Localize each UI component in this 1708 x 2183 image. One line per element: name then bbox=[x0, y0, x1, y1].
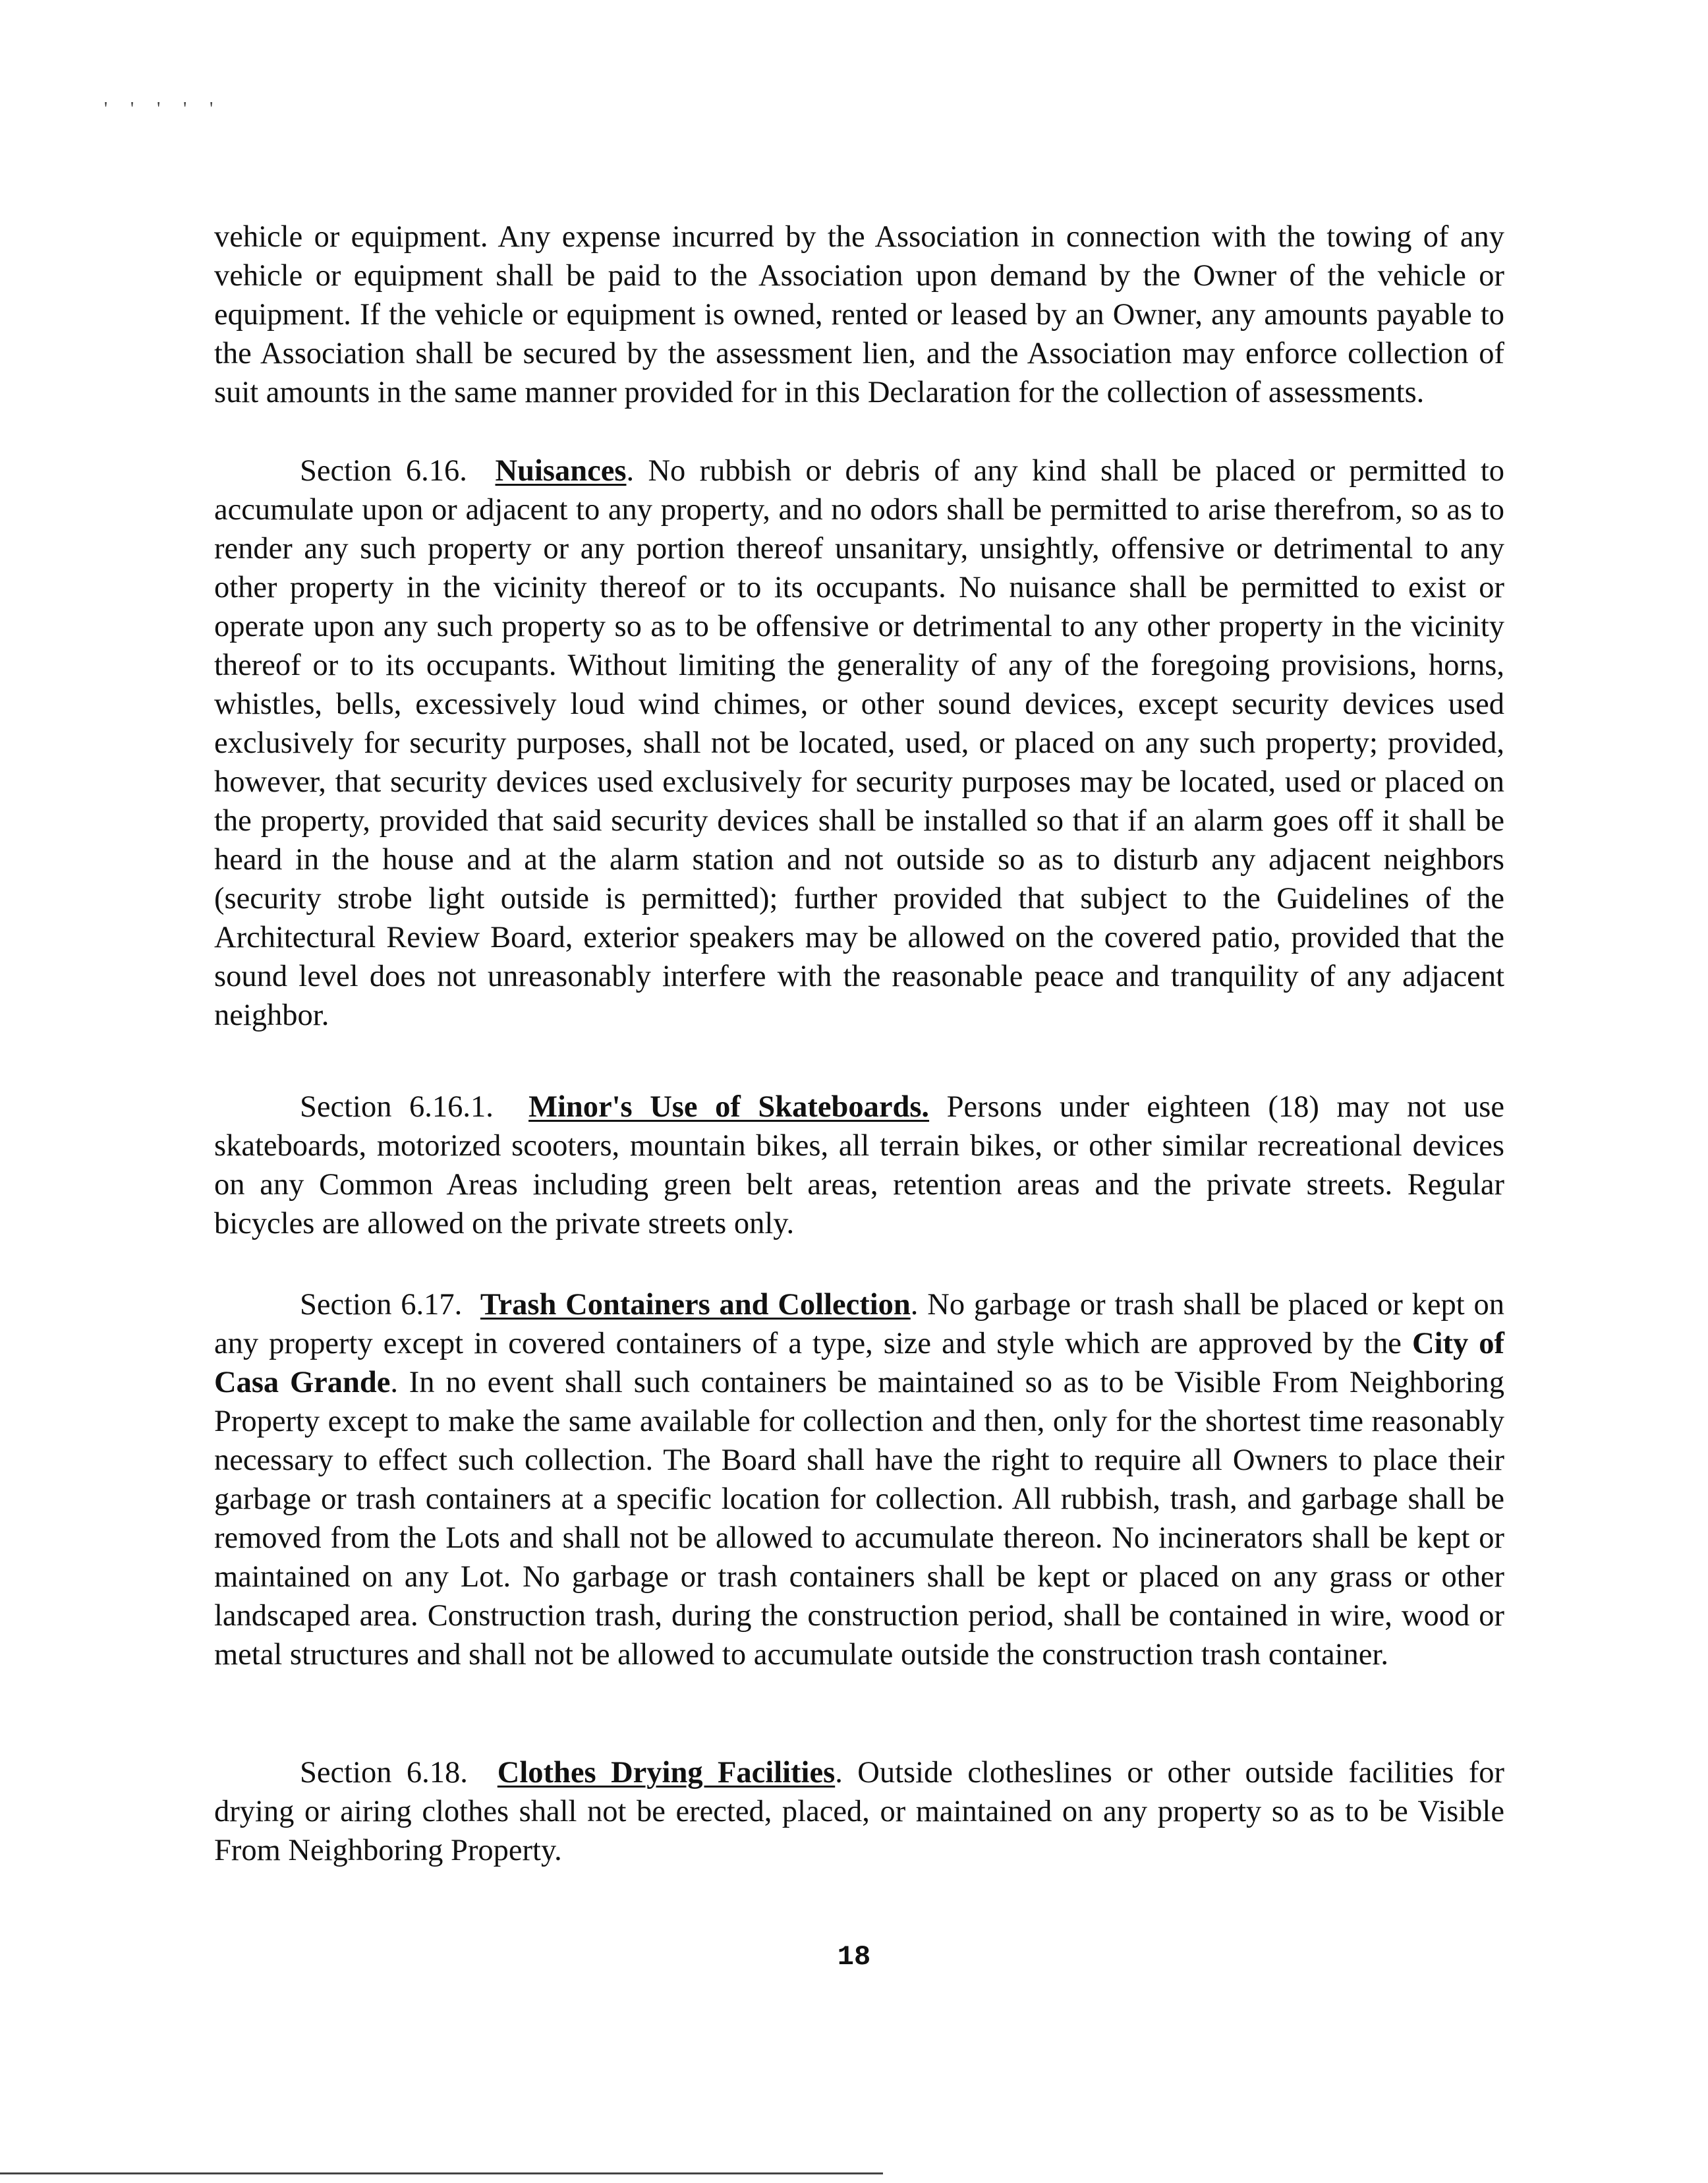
city-name: City of Casa Grande bbox=[214, 1327, 1504, 1399]
section-title: Nuisances bbox=[495, 454, 627, 488]
section-title-suffix: . bbox=[626, 454, 635, 488]
page-number: 18 bbox=[837, 1941, 871, 1973]
section-body: No rubbish or debris of any kind shall be placed or permitted to accumulate upon or adjacent to any property, and no odors shall be permitted to arise therefrom, so as to render any such property or any portion thereof unsanitary, unsightly, offensive or detrimental to any other property in the vicinity thereof or to its occupants. No nuisance shall be permitted to exist or operate upon any such property so as to be offensive or detrimental to any other property in the vicinity thereof or to its occupants. Without limiting the generality of any of the foregoing provisions, horns, whistles, bells, excessively loud wind chimes, or other sound devices, except security devices used exclusively for security purposes, shall not be located, used, or placed on any such property; provided, however, that security devices used exclusively for security purposes may be located, used or placed on the property, provided that said security devices shall be installed so that if an alarm goes off it shall be heard in the house and at the alarm station and not outside so as to disturb any adjacent neighbors (security strobe light outside is permitted); further provided that subject to the Guidelines of the Architectural Review Board, exterior speakers may be allowed on the covered patio, provided that the sound level does not unreasonably interfere with the reasonable peace and tranquility of any adjacent neighbor. bbox=[214, 454, 1505, 1032]
section-number: Section 6.16.1. bbox=[300, 1090, 494, 1124]
section-6-16-paragraph bbox=[214, 451, 1504, 1035]
section-body: . In no event shall such containers be maintained so as to be Visible From Neighboring Property except to make the same available for collection and then, only for the shortest time reasonably necessary to effect such collection. The Board shall have the right to require all Owners to place their garbage or trash containers at a specific location for collection. All rubbish, trash, and garbage shall be removed from the Lots and shall not be allowed to accumulate thereon. No incinerators shall be kept or maintained on any Lot. No garbage or trash containers shall be kept or placed on any grass or other landscaped area. Construction trash, during the construction period, shall be contained in wire, wood or metal structures and shall not be allowed to accumulate outside the construction trash container. bbox=[214, 1366, 1504, 1672]
section-body-intro: No garbage or trash shall be placed or kept on any property except in covered containers of a type, size and style which are approved by the bbox=[214, 1288, 1504, 1360]
section-number: Section 6.16. bbox=[300, 454, 467, 488]
section-6-17-paragraph bbox=[214, 1285, 1504, 1674]
section-title: Trash Containers and Collection bbox=[480, 1288, 911, 1322]
bottom-rule bbox=[0, 2172, 883, 2174]
section-title: Clothes Drying Facilities bbox=[497, 1756, 836, 1790]
section-title: Minor's Use of Skateboards. bbox=[528, 1090, 930, 1124]
section-6-16-1-paragraph bbox=[214, 1088, 1504, 1243]
section-title-suffix: . bbox=[910, 1288, 919, 1322]
section-6-18-paragraph bbox=[214, 1753, 1504, 1870]
section-number: Section 6.17. bbox=[300, 1288, 463, 1322]
section-body: Persons under eighteen (18) may not use skateboards, motorized scooters, mountain bikes, all terrain bikes, or other similar recreational devices on any Common Areas including green belt areas, retention areas and the private streets. Regular bicycles are allowed on the private streets only. bbox=[214, 1090, 1504, 1240]
section-number: Section 6.18. bbox=[300, 1756, 468, 1790]
scan-marks: ' ' ' ' ' bbox=[104, 99, 223, 119]
intro-paragraph: vehicle or equipment. Any expense incurred by the Association in connection with the towing of any vehicle or equipment shall be paid to the Association upon demand by the Owner of the vehicle or equipment. If the vehicle or equipment is owned, rented or leased by an Owner, any amounts payable to the Association shall be secured by the assessment lien, and the Association may enforce collection of suit amounts in the same manner provided for in this Declaration for the collection of assessments. bbox=[214, 220, 1504, 409]
section-title-suffix: . bbox=[835, 1756, 843, 1790]
section-body: Outside clotheslines or other outside facilities for drying or airing clothes shall not be erected, placed, or maintained on any property so as to be Visible From Neighboring Property. bbox=[214, 1756, 1504, 1867]
